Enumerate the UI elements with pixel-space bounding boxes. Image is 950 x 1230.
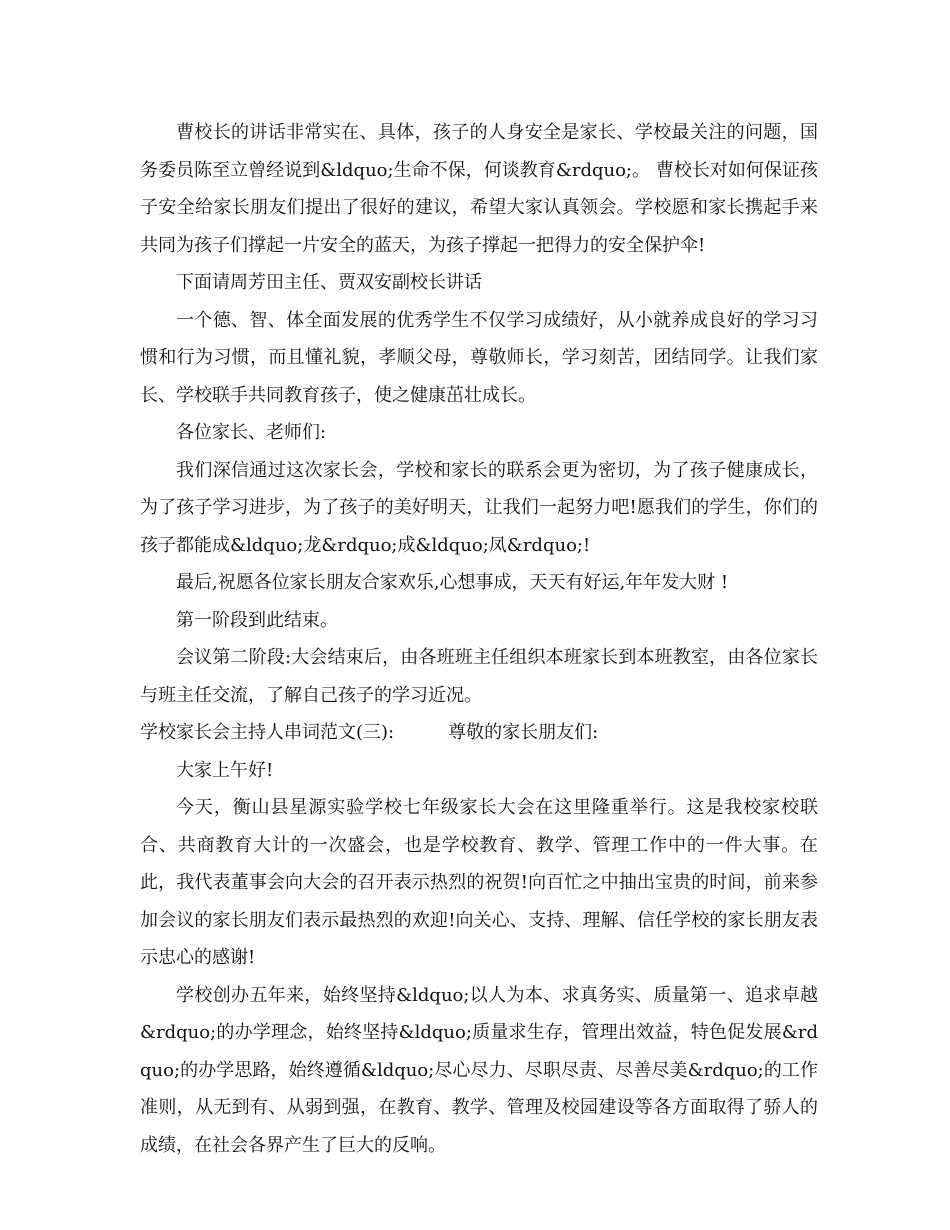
paragraph-safety-speech: 曹校长的讲话非常实在、具体，孩子的人身安全是家长、学校最关注的问题，国务委员陈至立曾经说到&ldquo;生命不保，何谈教育&rdquo;。 曹校长对如何保证孩子安全给家长朋友们提出了很好的建议，希望大家认真领会。学校愿和家长携起手来共同为孩子们撑起一片安全的蓝天，为孩子撑起一把得力的安全保护伞!	[140, 122, 818, 256]
paragraph-stage-one-end: 第一阶段到此结束。	[176, 609, 338, 631]
paragraph-morning-greeting: 大家上午好!	[176, 759, 274, 781]
paragraph-next-speakers: 下面请周芳田主任、贾双安副校长讲话	[176, 272, 482, 293]
paragraph-closing-hope: 我们深信通过这次家长会，学校和家长的联系会更为密切，为了孩子健康成长，为了孩子学习进步，为了孩子的美好明天，让我们一起努力吧!愿我们的学生，你们的孩子都能成&ldquo;龙&rdquo;成&ldquo;凤&rdquo;!	[140, 459, 818, 556]
section-title: 学校家长会主持人串词范文(三):	[140, 722, 395, 743]
document-body	[140, 114, 818, 1164]
paragraph-greeting: 各位家长、老师们:	[176, 422, 327, 443]
section-salutation: 尊敬的家长朋友们:	[448, 722, 599, 743]
paragraph-school-history: 学校创办五年来，始终坚持&ldquo;以人为本、求真务实、质量第一、追求卓越&rdquo;的办学理念，始终坚持&ldquo;质量求生存，管理出效益，特色促发展&rdquo;的办学思路，始终遵循&ldquo;尽心尽力、尽职尽责、尽善尽美&rdquo;的工作准则，从无到有、从弱到强，在教育、教学、管理及校园建设等各方面取得了骄人的成绩，在社会各界产生了巨大的反响。	[140, 984, 818, 1156]
section-heading	[140, 714, 818, 752]
paragraph-final-wishes: 最后,祝愿各位家长朋友合家欢乐,心想事成，天天有好运,年年发大财 !	[176, 572, 729, 593]
paragraph-welcome: 今天，衡山县星源实验学校七年级家长大会在这里隆重举行。这是我校家校联合、共商教育大计的一次盛会，也是学校教育、教学、管理工作中的一件大事。在此，我代表董事会向大会的召开表示热烈的祝贺!向百忙之中抽出宝贵的时间，前来参加会议的家长朋友们表示最热烈的欢迎!向关心、支持、理解、信任学校的家长朋友表示忠心的感谢!	[140, 797, 818, 968]
paragraph-good-student: 一个德、智、体全面发展的优秀学生不仅学习成绩好，从小就养成良好的学习习惯和行为习惯，而且懂礼貌，孝顺父母，尊敬师长，学习刻苦，团结同学。让我们家长、学校联手共同教育孩子，使之健康茁壮成长。	[140, 309, 818, 406]
paragraph-stage-two: 会议第二阶段:大会结束后，由各班班主任组织本班家长到本班教室，由各位家长与班主任交流，了解自己孩子的学习近况。	[140, 647, 818, 706]
